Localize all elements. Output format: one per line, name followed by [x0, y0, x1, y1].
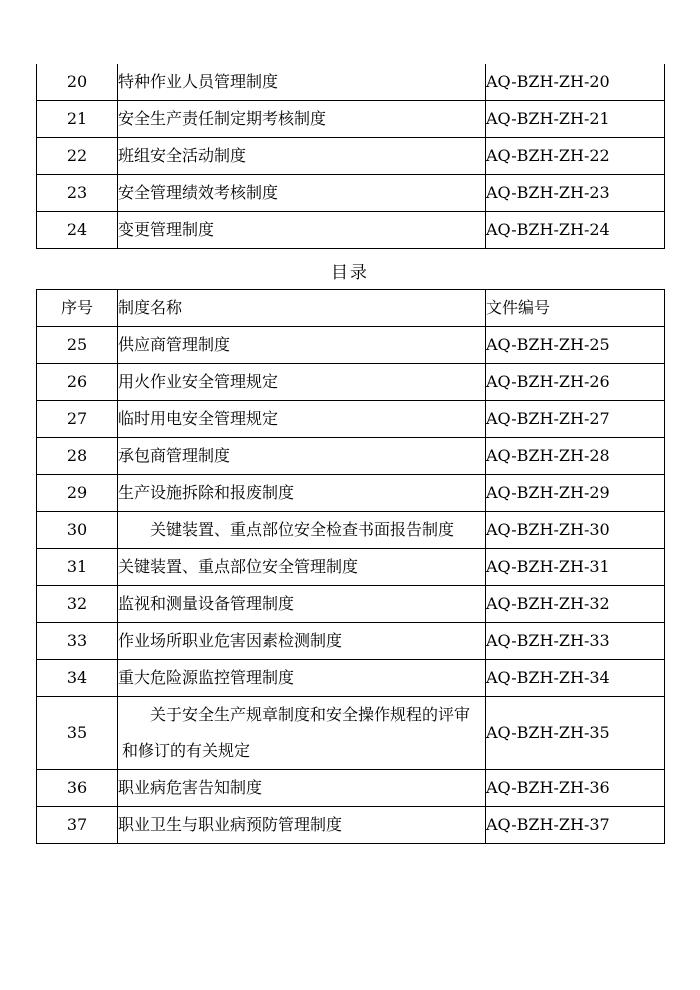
regulation-name: 关于安全生产规章制度和安全操作规程的评审和修订的有关规定: [118, 697, 486, 770]
row-number: 35: [37, 697, 118, 770]
document-code: AQ-BZH-ZH-30: [486, 512, 665, 549]
document-code: AQ-BZH-ZH-33: [486, 623, 665, 660]
table-row: [37, 586, 665, 623]
row-number: 27: [37, 401, 118, 438]
regulation-name: 重大危险源监控管理制度: [118, 660, 486, 697]
table-row: [37, 364, 665, 401]
table-row: [37, 807, 665, 844]
row-number: 30: [37, 512, 118, 549]
regulation-name: 临时用电安全管理规定: [118, 401, 486, 438]
row-number: 29: [37, 475, 118, 512]
table-row: [37, 512, 665, 549]
regulation-table: [36, 289, 665, 844]
regulation-name: 监视和测量设备管理制度: [118, 586, 486, 623]
header-regulation-name: 制度名称: [118, 290, 486, 327]
table-row: [37, 212, 665, 249]
table-row: [37, 438, 665, 475]
regulation-table-continued: [36, 64, 665, 249]
regulation-name: 关键装置、重点部位安全检查书面报告制度: [118, 512, 486, 549]
row-number: 24: [37, 212, 118, 249]
row-number: 31: [37, 549, 118, 586]
document-code: AQ-BZH-ZH-37: [486, 807, 665, 844]
document-code: AQ-BZH-ZH-35: [486, 697, 665, 770]
document-code: AQ-BZH-ZH-28: [486, 438, 665, 475]
row-number: 21: [37, 101, 118, 138]
regulation-name: 职业病危害告知制度: [118, 770, 486, 807]
regulation-name: 用火作业安全管理规定: [118, 364, 486, 401]
row-number: 32: [37, 586, 118, 623]
regulation-name: 供应商管理制度: [118, 327, 486, 364]
document-code: AQ-BZH-ZH-22: [486, 138, 665, 175]
document-code: AQ-BZH-ZH-29: [486, 475, 665, 512]
table-row: [37, 175, 665, 212]
row-number: 22: [37, 138, 118, 175]
regulation-name: 关键装置、重点部位安全管理制度: [118, 549, 486, 586]
regulation-name: 变更管理制度: [118, 212, 486, 249]
document-code: AQ-BZH-ZH-20: [486, 64, 665, 101]
row-number: 28: [37, 438, 118, 475]
regulation-name: 承包商管理制度: [118, 438, 486, 475]
document-code: AQ-BZH-ZH-32: [486, 586, 665, 623]
document-code: AQ-BZH-ZH-24: [486, 212, 665, 249]
regulation-name: 生产设施拆除和报废制度: [118, 475, 486, 512]
table-row: [37, 401, 665, 438]
document-code: AQ-BZH-ZH-26: [486, 364, 665, 401]
table-row: [37, 475, 665, 512]
header-document-code: 文件编号: [486, 290, 665, 327]
regulation-name: 班组安全活动制度: [118, 138, 486, 175]
document-code: AQ-BZH-ZH-25: [486, 327, 665, 364]
table-row: [37, 138, 665, 175]
table-row: [37, 697, 665, 770]
table-row: [37, 770, 665, 807]
row-number: 36: [37, 770, 118, 807]
table-header-row: [37, 290, 665, 327]
document-code: AQ-BZH-ZH-31: [486, 549, 665, 586]
table-row: [37, 327, 665, 364]
row-number: 23: [37, 175, 118, 212]
table-row: [37, 660, 665, 697]
table-row: [37, 623, 665, 660]
table-row: [37, 549, 665, 586]
row-number: 20: [37, 64, 118, 101]
regulation-name: 特种作业人员管理制度: [118, 64, 486, 101]
table-row: [37, 64, 665, 101]
row-number: 25: [37, 327, 118, 364]
document-code: AQ-BZH-ZH-34: [486, 660, 665, 697]
document-code: AQ-BZH-ZH-27: [486, 401, 665, 438]
row-number: 26: [37, 364, 118, 401]
regulation-name: 职业卫生与职业病预防管理制度: [118, 807, 486, 844]
header-serial-number: 序号: [37, 290, 118, 327]
row-number: 37: [37, 807, 118, 844]
row-number: 34: [37, 660, 118, 697]
document-code: AQ-BZH-ZH-23: [486, 175, 665, 212]
regulation-name: 作业场所职业危害因素检测制度: [118, 623, 486, 660]
row-number: 33: [37, 623, 118, 660]
table-row: [37, 101, 665, 138]
regulation-name: 安全生产责任制定期考核制度: [118, 101, 486, 138]
document-code: AQ-BZH-ZH-21: [486, 101, 665, 138]
regulation-name: 安全管理绩效考核制度: [118, 175, 486, 212]
section-title: 目录: [331, 263, 369, 283]
document-code: AQ-BZH-ZH-36: [486, 770, 665, 807]
